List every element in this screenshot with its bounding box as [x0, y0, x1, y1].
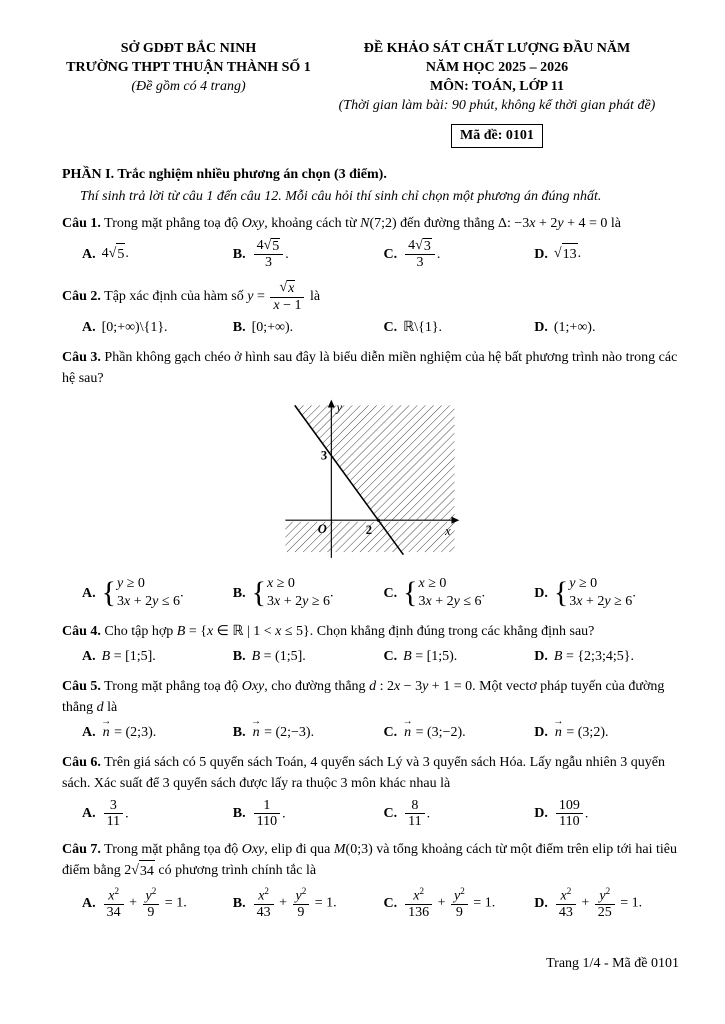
option-letter: C. — [383, 585, 398, 601]
page-number: Trang 1/4 - Mã đề 0101 — [546, 956, 679, 971]
option-C — [384, 798, 529, 830]
option-letter: D. — [534, 246, 548, 262]
option-letter: C. — [383, 648, 398, 664]
option-letter: D. — [534, 806, 548, 822]
question-text: Trong mặt phẳng tọa độ Oxy, elip đi qua M(0;3) và tổng khoảng cách từ một điểm trên elip tới hai tiêu điểm bằng 2 √ 34 có phương trình chính tắc là — [62, 842, 677, 878]
region-graph-figure — [278, 397, 463, 562]
option-content: $\frac{x^2}{43}$ + $\frac{y^2}{9}$ = 1. — [252, 886, 337, 921]
option-content: $\frac{1}{110}$ . — [252, 798, 286, 830]
options-row — [82, 238, 679, 271]
option-letter: A. — [82, 895, 96, 911]
option-D — [534, 798, 679, 830]
option-letter: C. — [383, 895, 398, 911]
option-content: $\frac{x^2}{136}$ + $\frac{y^2}{9}$ = 1. — [403, 886, 495, 921]
section-title: PHẦN I. Trắc nghiệm nhiều phương án chọn (3 điểm). — [62, 166, 387, 182]
option-C — [384, 575, 529, 611]
option-letter: B. — [232, 320, 246, 336]
option-content: (1;+∞). — [553, 320, 596, 336]
option-content: $\frac{109}{110}$ . — [554, 798, 589, 830]
header-right-block — [315, 40, 679, 116]
option-content: 4 √ 5 . — [102, 243, 129, 265]
question-text: Tập xác định của hàm số y = √ $\frac{x}{x - 1}$ là — [104, 289, 320, 304]
school-year: NĂM HỌC 2025 – 2026 — [425, 59, 569, 75]
option-content: $\frac{3}{11}$ . — [102, 798, 129, 830]
option-content: B = (1;5]. — [251, 648, 306, 664]
options-row — [82, 317, 679, 338]
option-B — [233, 646, 378, 667]
exam-code-spacer — [62, 124, 315, 148]
option-letter: C. — [383, 806, 398, 822]
option-D — [534, 575, 679, 611]
question-block — [62, 839, 679, 921]
option-content: n → = (2;3). — [102, 722, 157, 743]
option-B — [233, 886, 378, 921]
option-letter: D. — [534, 320, 548, 336]
option-content: 4 √ 5 3 . — [252, 238, 289, 271]
question-block — [62, 280, 679, 338]
option-content: B = {2;3;4;5}. — [553, 648, 634, 664]
question-block — [62, 347, 679, 611]
department-name: SỞ GDĐT BẮC NINH — [120, 41, 257, 56]
option-letter: B. — [232, 895, 246, 911]
option-content: B = [1;5). — [403, 648, 458, 664]
question-stem — [62, 676, 679, 718]
question-stem — [62, 213, 679, 234]
exam-title: ĐỀ KHẢO SÁT CHẤT LƯỢNG ĐẦU NĂM — [363, 41, 631, 56]
option-D — [534, 317, 679, 338]
question-stem — [62, 752, 679, 794]
option-letter: A. — [82, 320, 96, 336]
option-content: n → = (2;−3). — [252, 722, 315, 743]
question-text: Cho tập hợp B = {x ∈ ℝ | 1 < x ≤ 5}. Chọn khẳng định đúng trong các khẳng định sau? — [104, 623, 595, 639]
exam-code-wrap — [315, 124, 679, 148]
time-limit-note: (Thời gian làm bài: 90 phút, không kể thời gian phát đề) — [338, 97, 656, 113]
question-label: Câu 7. — [62, 841, 101, 857]
option-C — [384, 886, 529, 921]
question-label: Câu 1. — [62, 215, 101, 231]
question-stem — [62, 839, 679, 882]
question-label: Câu 6. — [62, 754, 101, 770]
option-content: { x ≥ 0 3x + 2y ≤ 6 . — [403, 576, 486, 610]
option-letter: A. — [82, 585, 96, 601]
exam-code-box: Mã đề: 0101 — [451, 124, 543, 148]
option-content: { y ≥ 0 3x + 2y ≥ 6 . — [553, 576, 636, 610]
option-B — [233, 798, 378, 830]
x-axis-label: x — [445, 524, 451, 539]
options-row — [82, 646, 679, 667]
subject-grade: MÔN: TOÁN, LỚP 11 — [429, 78, 564, 94]
option-content: n → = (3;2). — [554, 722, 609, 743]
x-axis-arrow — [451, 517, 459, 524]
question-block — [62, 213, 679, 271]
hatched-region-above-line — [295, 406, 455, 521]
question-stem — [62, 280, 679, 313]
option-B — [233, 317, 378, 338]
section-instructions: Thí sinh trả lời từ câu 1 đến câu 12. Mỗi câu hỏi thí sinh chỉ chọn một phương án đúng nhất. — [80, 188, 602, 204]
option-letter: D. — [534, 724, 548, 740]
option-A — [82, 575, 227, 611]
option-B — [233, 722, 378, 743]
option-letter: A. — [82, 648, 96, 664]
question-text: Trong mặt phẳng toạ độ Oxy, cho đường thẳng d : 2x − 3y + 1 = 0. Một vectơ pháp tuyến của đường thẳng d là — [62, 678, 665, 715]
x-intercept-point — [377, 519, 380, 522]
options-row — [82, 722, 679, 743]
exam-code-row — [62, 124, 679, 148]
exam-header — [62, 40, 679, 116]
page-count-note: (Đề gồm có 4 trang) — [131, 78, 246, 94]
question-block — [62, 676, 679, 743]
option-A — [82, 798, 227, 830]
question-text: Trên giá sách có 5 quyển sách Toán, 4 quyển sách Lý và 3 quyển sách Hóa. Lấy ngẫu nhiên 3 quyển sách. Xác suất để 3 quyển sách được lấy ra thuộc 3 môn khác nhau là — [62, 754, 665, 791]
option-A — [82, 317, 227, 338]
option-content: { y ≥ 0 3x + 2y ≤ 6 . — [101, 576, 184, 610]
question-label: Câu 4. — [62, 623, 101, 639]
option-content: ℝ\{1}. — [403, 320, 443, 336]
option-letter: D. — [534, 895, 548, 911]
question-block — [62, 752, 679, 830]
option-A — [82, 243, 227, 265]
option-content: 4 √ 3 3 . — [403, 238, 440, 271]
option-A — [82, 646, 227, 667]
question-label: Câu 3. — [62, 350, 101, 366]
question-text: Phần không gạch chéo ở hình sau đây là biểu diễn miền nghiệm của hệ bất phương trình nào trong các hệ sau? — [62, 350, 678, 387]
option-letter: D. — [534, 648, 548, 664]
option-content: $\frac{8}{11}$ . — [403, 798, 430, 830]
option-A — [82, 886, 227, 921]
option-B — [233, 238, 378, 271]
option-D — [534, 646, 679, 667]
option-A — [82, 722, 227, 743]
options-row — [82, 886, 679, 921]
option-letter: B. — [232, 806, 246, 822]
option-C — [384, 238, 529, 271]
option-content: $\frac{x^2}{34}$ + $\frac{y^2}{9}$ = 1. — [102, 886, 187, 921]
origin-label: O — [317, 522, 327, 537]
option-B — [233, 575, 378, 611]
options-row — [82, 798, 679, 830]
option-letter: A. — [82, 724, 96, 740]
school-name: TRƯỜNG THPT THUẬN THÀNH SỐ 1 — [66, 59, 311, 75]
option-content: √ 13 . — [554, 243, 581, 265]
option-content: n → = (3;−2). — [403, 722, 466, 743]
option-D — [534, 722, 679, 743]
option-letter: B. — [232, 724, 246, 740]
option-C — [384, 317, 529, 338]
options-row — [82, 575, 679, 611]
option-content: $\frac{x^2}{43}$ + $\frac{y^2}{25}$ = 1. — [554, 886, 642, 921]
option-letter: B. — [232, 648, 246, 664]
question-text: Trong mặt phẳng toạ độ Oxy, khoảng cách từ N(7;2) đến đường thẳng Δ: −3x + 2y + 4 = 0 là — [104, 215, 621, 231]
option-content: [0;+∞)\{1}. — [101, 320, 168, 336]
option-content: { x ≥ 0 3x + 2y ≥ 6 . — [251, 576, 334, 610]
y-axis-label: y — [336, 400, 343, 415]
question-stem — [62, 347, 679, 389]
option-content: [0;+∞). — [251, 320, 294, 336]
question-list — [62, 213, 679, 921]
option-content: B = [1;5]. — [101, 648, 156, 664]
option-letter: B. — [232, 585, 246, 601]
question-stem — [62, 621, 679, 642]
question-block — [62, 621, 679, 667]
option-letter: A. — [82, 246, 96, 262]
option-C — [384, 722, 529, 743]
option-letter: B. — [232, 246, 246, 262]
option-letter: C. — [383, 724, 398, 740]
y-axis-arrow — [328, 400, 335, 408]
question-label: Câu 2. — [62, 288, 101, 304]
option-C — [384, 646, 529, 667]
option-letter: C. — [383, 246, 398, 262]
option-letter: D. — [534, 585, 548, 601]
option-D — [534, 243, 679, 265]
question-label: Câu 5. — [62, 678, 101, 694]
x-intercept-label: 2 — [365, 523, 373, 538]
option-letter: C. — [383, 320, 398, 336]
y-intercept-label: 3 — [320, 448, 328, 463]
option-letter: A. — [82, 806, 96, 822]
header-left-block — [62, 40, 315, 116]
question-figure-slot — [62, 397, 679, 569]
option-D — [534, 886, 679, 921]
